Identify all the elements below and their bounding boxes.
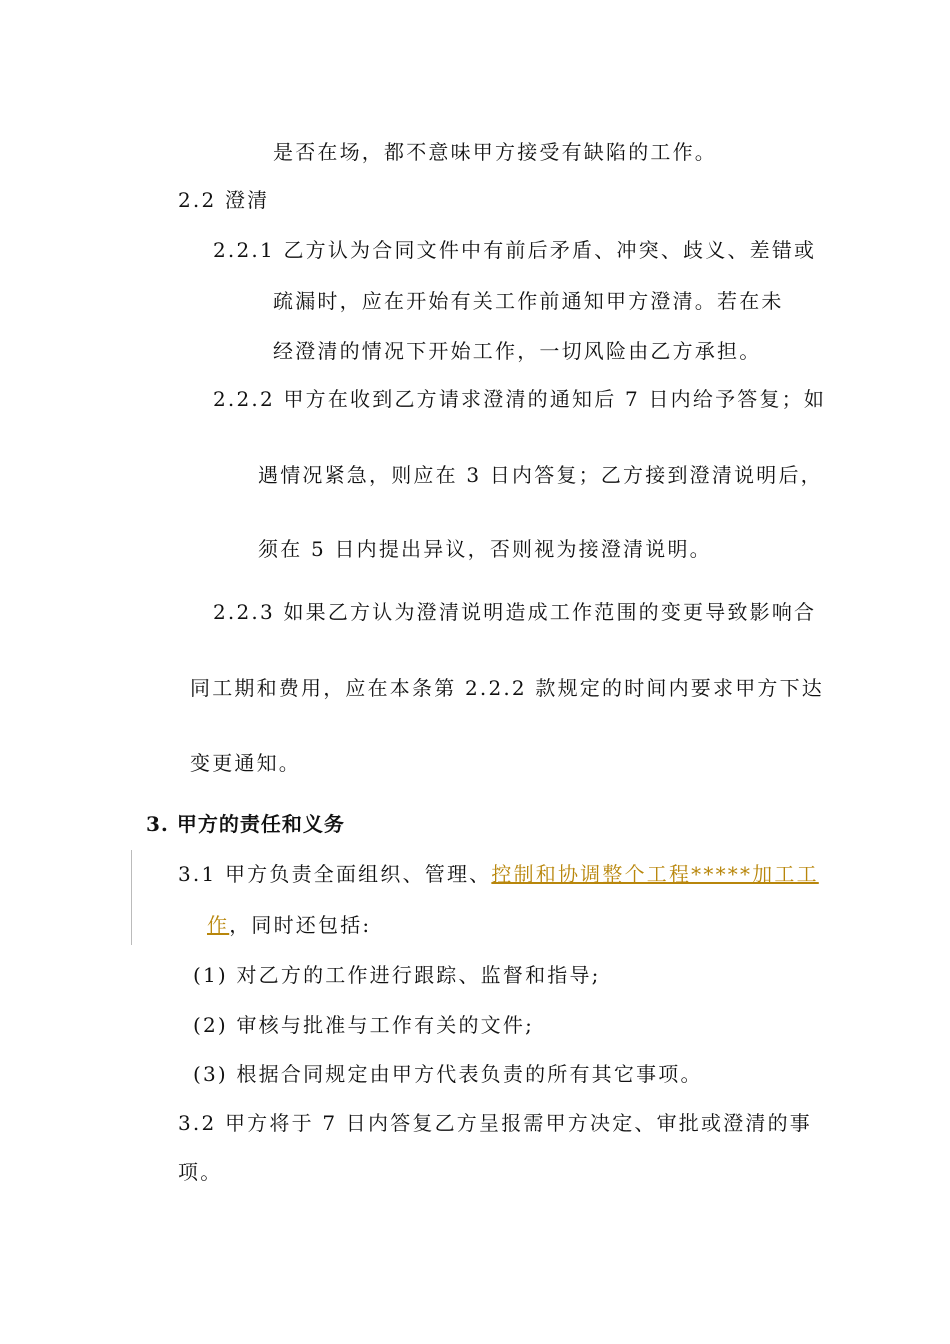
clause-2-2-3-line-3: 变更通知。	[190, 751, 301, 775]
clause-2-2-1-line-3: 经澄清的情况下开始工作，一切风险由乙方承担。	[273, 339, 762, 363]
clause-2-2-2-line-1: 2.2.2 甲方在收到乙方请求澄清的通知后 7 日内给予答复；如	[213, 387, 827, 411]
clause-3-1-line-2	[207, 911, 371, 939]
clause-2-2-3-line-2: 同工期和费用，应在本条第 2.2.2 款规定的时间内要求甲方下达	[190, 676, 825, 700]
tracked-change-link[interactable]: 控制和协调整个工程*****加工工	[491, 862, 819, 886]
clause-3-2-line-2: 项。	[178, 1160, 223, 1184]
clause-2-2-2-line-2: 遇情况紧急，则应在 3 日内答复；乙方接到澄清说明后，	[258, 463, 823, 487]
clause-3-1-text: 3.1 甲方负责全面组织、管理、	[178, 862, 492, 886]
change-margin-bar	[131, 850, 132, 945]
clause-2-2-1-line-2: 疏漏时，应在开始有关工作前通知甲方澄清。若在未	[273, 289, 784, 313]
clause-3-2-line-1: 3.2 甲方将于 7 日内答复乙方呈报需甲方决定、审批或澄清的事	[178, 1111, 813, 1135]
paragraph-line-continuation: 是否在场，都不意味甲方接受有缺陷的工作。	[273, 140, 717, 164]
section-2-2-heading: 2.2 澄清	[178, 188, 270, 212]
list-item-3: (3) 根据合同规定由甲方代表负责的所有其它事项。	[193, 1062, 703, 1086]
clause-3-1-text-continued: ，同时还包括:	[229, 913, 372, 937]
section-3-heading: 3. 甲方的责任和义务	[146, 812, 345, 836]
clause-2-2-3-line-1: 2.2.3 如果乙方认为澄清说明造成工作范围的变更导致影响合	[213, 600, 817, 624]
list-item-1: (1) 对乙方的工作进行跟踪、监督和指导;	[193, 963, 601, 987]
list-item-2: (2) 审核与批准与工作有关的文件;	[193, 1013, 535, 1037]
clause-3-1-line-1	[178, 860, 819, 888]
clause-2-2-2-line-3: 须在 5 日内提出异议，否则视为接澄清说明。	[258, 537, 712, 561]
clause-2-2-1-line-1: 2.2.1 乙方认为合同文件中有前后矛盾、冲突、歧义、差错或	[213, 238, 817, 262]
tracked-change-link-continued[interactable]: 作	[207, 913, 230, 937]
